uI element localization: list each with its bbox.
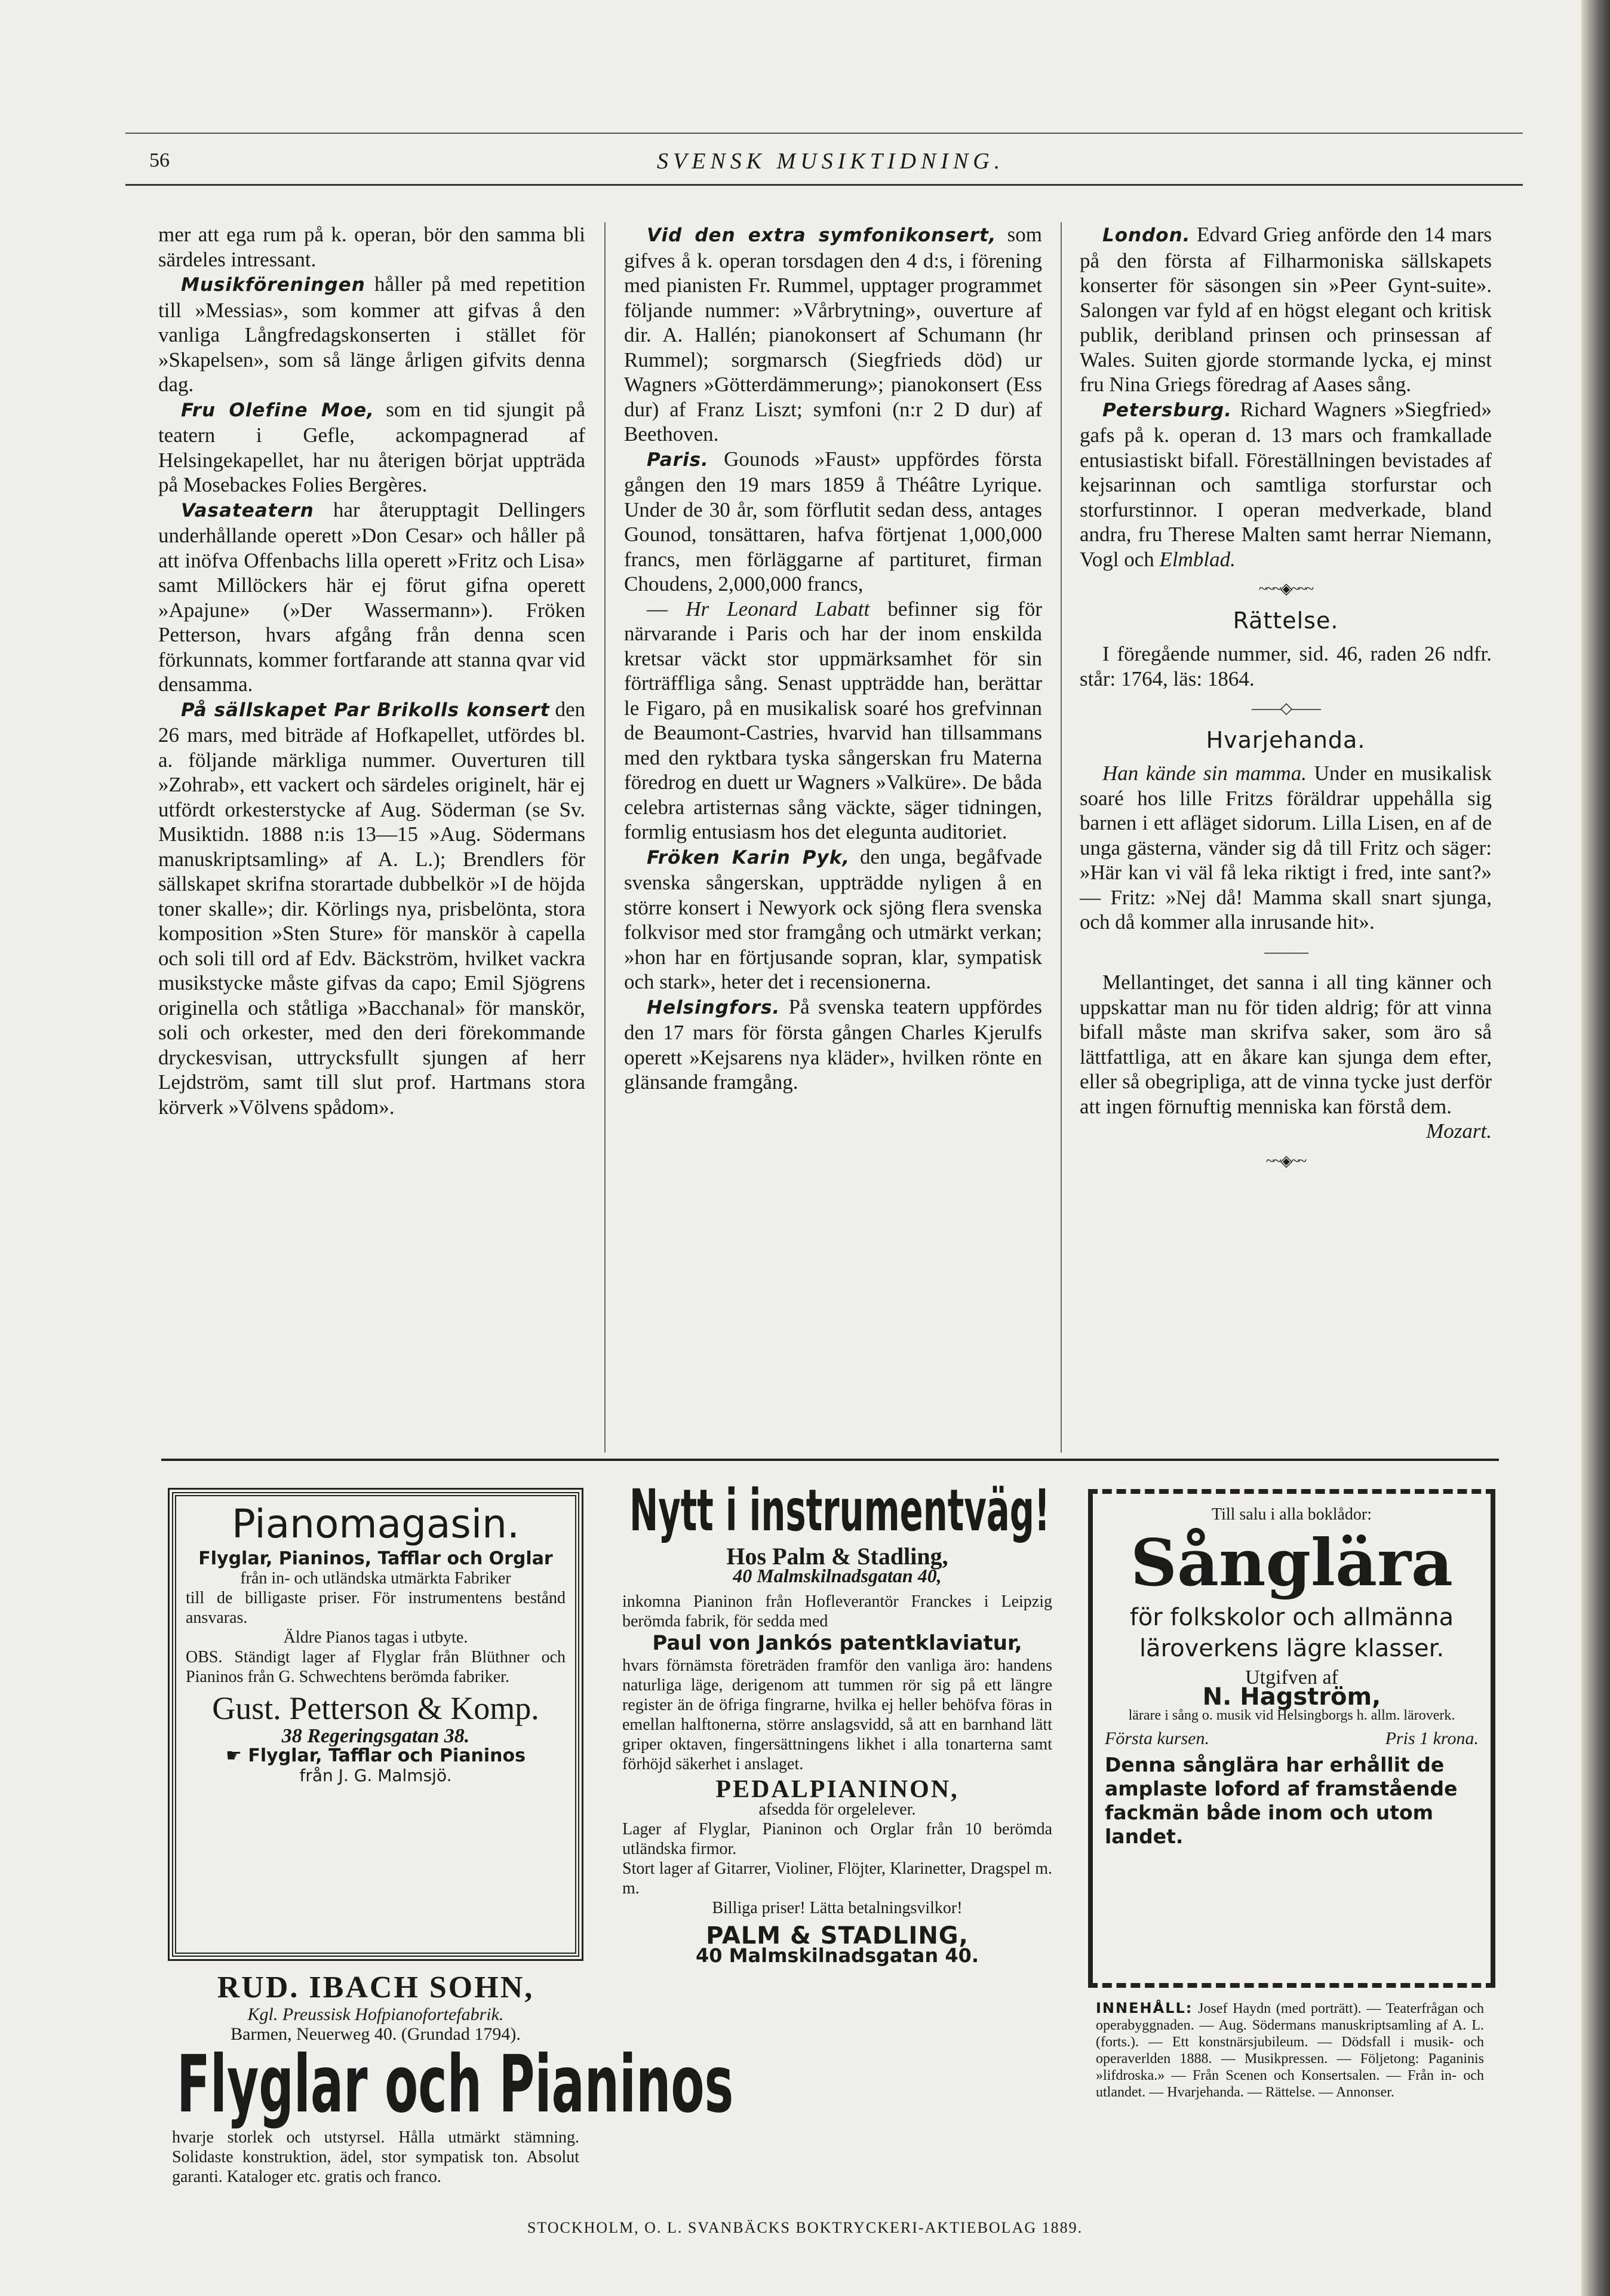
header-rule-top — [125, 133, 1523, 134]
ad-text: hvars förnämsta företräden framför den vanliga äro: handens naturliga läge, derigenom att tummen rör sig på ett längre register än de öfriga fingrarne, hvilka ej heller behöfva föras in emellan halftonerna, större anslagsvidd, så att en barnhand lätt griper oktaven, fingersättningens likhet i alla tonarterna samt förhöjd säkerhet i anslaget. — [622, 1656, 1052, 1773]
ad-line: Till salu i alla boklådor: — [1211, 1505, 1372, 1524]
paragraph-lead: Han kände sin mamma. — [1102, 762, 1307, 785]
paragraph-text: Under en musikalisk soaré hos lille Fritzs föräldrar uppehålla sig barnen i ett afläget sidorum. Lilla Lisen, en af de unga gästerna, vänder sig då till Fritz och säger: »Här kan vi väl få leka riktigt i fred, inte sant?» — Fritz: »Nej då! Mamma skall snart sjunga, och då kommer alla inrusande hit». — [1080, 762, 1492, 934]
paragraph — [624, 994, 1042, 1095]
page-number: 56 — [149, 149, 170, 171]
paragraph — [1080, 222, 1492, 397]
ad-pianomagasin — [172, 1492, 579, 1957]
ad-palm-stadling — [622, 1478, 1052, 2195]
ad-address: 40 Malmskilnadsgatan 40. — [695, 1944, 979, 1967]
paragraph-text: Edvard Grieg anförde den 14 mars på den första af Filharmoniska sällskapets konserter för säsongen sin »Peer Gynt-suite». Salongen var fyld af en högst elegant och kritisk publik, deribland prinsen och prinsessan af Wales. Suiten gjorde stormande lycka, ej minst fru Nina Griegs föredrag af Aases sång. — [1080, 223, 1492, 396]
paragraph-text: har återupptagit Dellingers underhållande operett »Don Cesar» och håller på att inöfva Offenbachs lilla operett »Fritz och Lisa» samt Millöckers här ej förut gifna operett »Apajune» (»Der Wassermann»). Fröken Petterson, hvars afgång från denna scen förkunnats, kommer fortfarande att stanna qvar vid densamma. — [158, 498, 585, 696]
column-3 — [1080, 222, 1492, 1179]
ad-price: Pris 1 krona. — [1385, 1729, 1479, 1748]
paragraph — [624, 597, 1042, 845]
ad-line-text: Flyglar, Tafflar och Pianinos — [248, 1745, 526, 1766]
ad-text: inkomna Pianinon från Hofleverantör Franckes i Leipzig berömda fabrik, för sedda med — [622, 1592, 1052, 1631]
ad-price-row — [1105, 1729, 1479, 1748]
ornament-divider: ~~◈~~ — [1265, 1152, 1306, 1170]
ad-text: Lager af Flyglar, Pianinon och Orglar från 10 berömda utländska firmor. — [622, 1820, 1052, 1858]
ornament-divider: ——◇—— — [1252, 699, 1320, 717]
ad-praise: Denna sånglära har erhållit de amplaste loford af framstående fackmän både inom och utom landet. — [1105, 1753, 1458, 1848]
ad-text: hvarje storlek och utstyrsel. Hålla utmärkt stämning. Solidaste konstruktion, ädel, stor sympatisk ton. Absolut garanti. Kataloger etc. gratis och franco. — [172, 2128, 579, 2186]
ad-line: från in- och utländska utmärkta Fabriker — [240, 1569, 511, 1588]
ad-title: RUD. IBACH SOHN, — [217, 1970, 534, 2005]
section-title-hvarjehanda: Hvarjehanda. — [1206, 726, 1366, 753]
ad-line: från J. G. Malmsjö. — [299, 1766, 452, 1785]
ad-line: Barmen, Neuerweg 40. (Grundad 1794). — [231, 2024, 521, 2044]
ornament-divider: ~~~◈~~~ — [1258, 580, 1313, 597]
paragraph — [624, 845, 1042, 994]
signature: Mozart. — [1426, 1119, 1492, 1143]
ad-title: Sånglära — [1130, 1525, 1453, 1601]
paragraph — [158, 498, 585, 697]
paragraph: mer att ega rum på k. operan, bör den samma bli särdeles intressant. — [158, 223, 585, 271]
paragraph-lead: London. — [1102, 225, 1191, 246]
ad-title-wrap — [622, 1478, 1052, 1544]
ad-line: för folkskolor och allmänna — [1129, 1604, 1454, 1631]
paragraph-text: den unga, begåfvade svenska sångerskan, uppträdde nyligen å en större konsert i Newyork ock sjöng flera svenska folkvisor med stor framgång och utmärkt verkan; »hon har en förtjusande sopran, klar, sympatisk och stark», heter det i recensionerna. — [624, 845, 1042, 993]
paragraph: Mellantinget, det sanna i all ting känner och uppskattar man nu för tiden aldrig; för att vinna bifall måste man skrifva saker, som äro så lättfattliga, att en åkare kan sjunga dem efter, eller så obegripliga, att de vinna tycke just derför att ingen förnuftig menniska kan förstå dem. — [1080, 971, 1492, 1118]
paragraph-text: Richard Wagners »Siegfried» gafs på k. operan d. 13 mars och framkallade entusiastiskt bifall. Föreställningen bevistades af kejsarinnan och samtliga storfurstar och storfurstinnor. I operan medverkade, bland andra, fru Therese Malten samt herrar Niemann, Vogl och — [1080, 397, 1492, 571]
page-edge — [1581, 0, 1610, 2296]
ad-line: läroverkens lägre klasser. — [1139, 1635, 1445, 1662]
paragraph — [624, 447, 1042, 597]
ad-firm: Gust. Petterson & Komp. — [212, 1690, 539, 1726]
paragraph-lead: På sällskapet Par Brikolls konsert — [181, 699, 550, 721]
ad-line: Äldre Pianos tagas i utbyte. — [283, 1628, 468, 1647]
table-of-contents — [1096, 2000, 1484, 2101]
column-separator-1 — [604, 222, 606, 1453]
paragraph-lead: Fru Olefine Moe, — [181, 399, 374, 421]
paragraph-text: På svenska teatern uppfördes den 17 mars för första gången Charles Kjerulfs operett »Kejsarens nya kläder», hvilken rönte en glänsande framgång. — [624, 994, 1042, 1094]
paragraph-lead: Helsingfors. — [647, 996, 781, 1018]
ad-address: 38 Regeringsgatan 38. — [281, 1725, 470, 1747]
paragraph — [1080, 397, 1492, 572]
ad-line: Billiga priser! Lätta betalningsvilkor! — [712, 1899, 963, 1917]
paragraph-lead: Musikföreningen — [181, 274, 365, 296]
ad-line: afsedda för orgelelever. — [758, 1800, 916, 1819]
ornament-divider: ——— — [1264, 943, 1307, 960]
paragraph-lead: Paris. — [647, 449, 709, 471]
ad-line: Utgifven af — [1245, 1666, 1338, 1689]
paragraph-lead: Fröken Karin Pyk, — [647, 846, 850, 868]
paragraph-text: befinner sig för närvarande i Paris och har der inom enskilda kretsar väckt stor uppmärksamhet för sin förträffliga sång. Senast uppträdde han, berättar le Figaro, på en musikalisk soaré hos grefvinnan de Beaumont-Castries, hvarvid han tillsammans med den ryktbara tyska sångerskan fru Materna föredrog en duett ur Wagners »Valküre». De båda celebra artisternas sång väckte, säger tidningen, formlig entusiasm hos det elegunta auditoriet. — [624, 597, 1042, 843]
paragraph — [158, 697, 585, 1120]
paragraph-lead: Petersburg. — [1102, 399, 1233, 421]
ad-big: Flyglar och Pianinos — [177, 2039, 734, 2131]
paragraph-text: den 26 mars, med biträde af Hofkapellet, utfördes bl. a. följande märkliga nummer. Ouverturen till »Zohrab», ett vackert och särdeles originelt, här ej utfördt orkesterstycke af Aug. Söderman (se Sv. Musiktidn. 1888 n:is 13—15 »Aug. Södermans manuskriptsamling» af A. L.); Brendlers för sällskapet skrifna storartade dubbelkör »I de höjda toner skalle»; dir. Körlings nya, prisbelönta, stora komposition »Sten Sture» för manskör à capella och soli till ord af Edv. Bäckström, hvilket vackra musikstycke måste gifvas da capo; Emil Sjögrens originella och ståtliga »Bacchanal» för manskör, soli och orkester, med den deri förekommande dryckesvisan, uttrycksfullt sjungen af herr Lejdström, samt till slut prof. Hartmans stora körverk »Völvens spådom». — [158, 697, 585, 1119]
ad-highlight: Paul von Jankós patentklaviatur, — [652, 1631, 1022, 1655]
ad-author: N. Hagström, — [1202, 1683, 1381, 1711]
paragraph — [158, 272, 585, 397]
person-name: Elmblad. — [1159, 547, 1236, 571]
ad-heading: PEDALPIANINON, — [715, 1776, 959, 1803]
person-name: Hr Leonard Labatt — [686, 597, 870, 621]
ad-line — [186, 1746, 566, 1766]
ad-line: Hos Palm & Stadling, — [726, 1543, 948, 1570]
running-title: SVENSK MUSIKTIDNING. — [657, 149, 1005, 174]
dash: — — [647, 597, 686, 621]
paragraph-text: som gifves å k. operan torsdagen den 4 d:s, i förening med pianisten Fr. Rummel, upptager programmet följande nummer: »Vårbrytning», ouverture af dir. A. Hallén; pianokonsert af Schumann (hr Rummel); sorgmarsch (Siegfrieds död) ur Wagners »Götterdämmerung»; pianokonsert (Ess dur) af Franz Liszt; symfoni (n:r 2 D dur) af Beethoven. — [624, 223, 1042, 446]
ad-line: Kgl. Preussisk Hofpianofortefabrik. — [247, 2005, 504, 2024]
ad-course: Första kursen. — [1105, 1729, 1209, 1748]
column-2 — [624, 222, 1042, 1095]
ad-ibach — [172, 1970, 734, 2198]
paragraph-lead: Vid den extra symfonikonsert, — [647, 225, 997, 246]
ad-line: till de billigaste priser. För instrumentens bestånd ansvaras. — [186, 1589, 566, 1627]
paragraph-text: håller på med repetition till »Messias», som kommer att gifvas å den vanliga Långfredagskonserten i stället för »Skapelsen», som så länge årligen gifvits denna dag. — [158, 272, 585, 396]
ad-line: OBS. Ständigt lager af Flyglar från Blüthner och Pianinos från G. Schwechtens berömda fabriker. — [186, 1648, 566, 1686]
ad-line: lärare i sång o. musik vid Helsingborgs h. allm. läroverk. — [1128, 1708, 1455, 1723]
toc-label: INNEHÅLL: — [1096, 2000, 1193, 2016]
ads-rule — [161, 1459, 1499, 1461]
paragraph — [158, 397, 585, 498]
header-rule-bottom — [125, 184, 1523, 186]
ad-title: Nytt i instrumentväg! — [629, 1477, 1050, 1544]
section-title-rattelse: Rättelse. — [1233, 607, 1339, 634]
imprint: STOCKHOLM, O. L. SVANBÄCKS BOKTRYCKERI-AKTIEBOLAG 1889. — [527, 2219, 1083, 2236]
paragraph-text: Gounods »Faust» uppfördes första gången den 19 mars 1859 å Théâtre Lyrique. Under de 30 år, som förflutit sedan dess, antages Gounod, tonsättaren, hafva förtjenat 1,000,000 francs, men förläggarne af partituret, firman Choudens, 2,000,000 francs, — [624, 447, 1042, 596]
paragraph — [1080, 761, 1492, 935]
column-1 — [158, 222, 585, 1119]
ad-firm: PALM & STADLING, — [706, 1922, 969, 1950]
column-separator-2 — [1061, 222, 1062, 1453]
paragraph: I föregående nummer, sid. 46, raden 26 ndfr. står: 1764, läs: 1864. — [1080, 642, 1492, 690]
pointing-hand-icon: ☛ — [226, 1745, 248, 1766]
toc-text: Josef Haydn (med porträtt). — Teaterfrågan och operabyggnaden. — Aug. Södermans manuskriptsamling af A. L. (forts.). — Ett konstnärsjubileum. — Dödsfall i musik- och operaverlden 1888. — Musikpressen. — Följetong: Paganinis »lifdroska.» — Från Scenen och Konsertsalen. — Från in- och utlandet. — Hvarjehanda. — Rättelse. — Annonser. — [1096, 2001, 1484, 2100]
ad-title: Pianomagasin. — [232, 1501, 520, 1547]
ad-line: Flyglar, Pianinos, Tafflar och Orglar — [198, 1548, 553, 1569]
paragraph-text: som en tid sjungit på teatern i Gefle, ackompagnerad af Helsingekapellet, har nu återigen börjat uppträda på Mosebackes Folies Bergères. — [158, 397, 585, 496]
paragraph — [624, 222, 1042, 447]
ad-text: Stort lager af Gitarrer, Violiner, Flöjter, Klarinetter, Dragspel m. m. — [622, 1859, 1052, 1898]
ad-address: 40 Malmskilnadsgatan 40, — [733, 1565, 942, 1586]
ad-sanglara — [1088, 1489, 1495, 1988]
paragraph-lead: Vasateatern — [181, 499, 314, 521]
ad-big-wrap — [172, 2039, 734, 2131]
